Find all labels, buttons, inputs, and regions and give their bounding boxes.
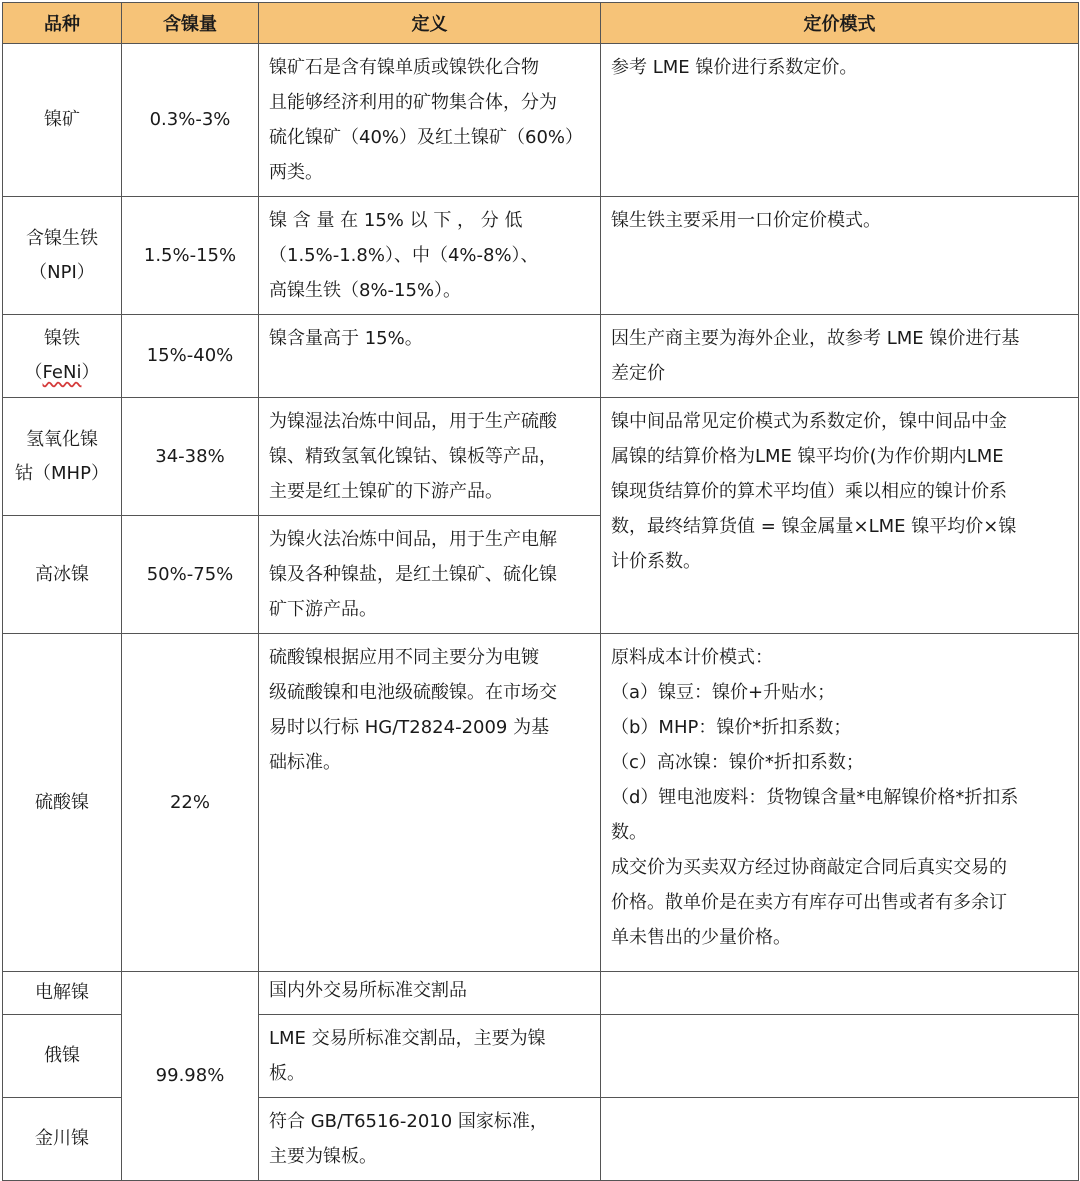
spellcheck-underline: FeNi bbox=[42, 362, 82, 383]
variety-cell: 高冰镍 bbox=[3, 516, 122, 634]
variety-cell: 金川镍 bbox=[3, 1098, 122, 1181]
pricing-cell: 参考 LME 镍价进行系数定价。 bbox=[601, 44, 1079, 197]
table-row bbox=[3, 634, 1079, 972]
definition-cell: 国内外交易所标准交割品 bbox=[259, 972, 601, 1015]
definition-cell: 镍含量高于 15%。 bbox=[259, 315, 601, 398]
header-pricing-model: 定价模式 bbox=[601, 3, 1079, 44]
pricing-cell: 镍生铁主要采用一口价定价模式。 bbox=[601, 197, 1079, 315]
definition-cell: 硫酸镍根据应用不同主要分为电镀 级硫酸镍和电池级硫酸镍。在市场交 易时以行标 HG/T2824-2009 为基 础标准。 bbox=[259, 634, 601, 972]
pricing-cell-empty bbox=[601, 1098, 1079, 1181]
pricing-cell: 因生产商主要为海外企业，故参考 LME 镍价进行基 差定价 bbox=[601, 315, 1079, 398]
variety-cell: 镍矿 bbox=[3, 44, 122, 197]
definition-cell: 符合 GB/T6516-2010 国家标准， 主要为镍板。 bbox=[259, 1098, 601, 1181]
table-row bbox=[3, 315, 1079, 398]
table-row bbox=[3, 398, 1079, 516]
table-row bbox=[3, 197, 1079, 315]
pricing-cell-empty bbox=[601, 972, 1079, 1015]
pricing-cell: 原料成本计价模式： （a）镍豆：镍价+升贴水； （b）MHP：镍价*折扣系数； （c）高冰镍：镍价*折扣系数； （d）锂电池废料：货物镍含量*电解镍价格*折扣系 数。 成交价为买卖双方经过协商敲定合同后真实交易的 价格。散单价是在卖方有库存可出售或者有多余订 单未售出的少量价格。 bbox=[601, 634, 1079, 972]
nickel-products-table bbox=[2, 2, 1079, 1181]
variety-cell: 俄镍 bbox=[3, 1015, 122, 1098]
header-nickel-content: 含镍量 bbox=[122, 3, 259, 44]
header-definition: 定义 bbox=[259, 3, 601, 44]
variety-cell: 硫酸镍 bbox=[3, 634, 122, 972]
table-row bbox=[3, 44, 1079, 197]
variety-cell: 含镍生铁 （NPI） bbox=[3, 197, 122, 315]
definition-cell: LME 交易所标准交割品，主要为镍 板。 bbox=[259, 1015, 601, 1098]
definition-cell: 为镍火法冶炼中间品，用于生产电解 镍及各种镍盐，是红土镍矿、硫化镍 矿下游产品。 bbox=[259, 516, 601, 634]
variety-cell: 氢氧化镍 钴（MHP） bbox=[3, 398, 122, 516]
table-header-row bbox=[3, 3, 1079, 44]
variety-cell: 电解镍 bbox=[3, 972, 122, 1015]
variety-cell: 镍铁 （FeNi） bbox=[3, 315, 122, 398]
definition-cell: 为镍湿法冶炼中间品，用于生产硫酸 镍、精致氢氧化镍钴、镍板等产品， 主要是红土镍矿的下游产品。 bbox=[259, 398, 601, 516]
pricing-cell-empty bbox=[601, 1015, 1079, 1098]
content-cell: 34-38% bbox=[122, 398, 259, 516]
content-cell: 0.3%-3% bbox=[122, 44, 259, 197]
definition-cell: 镍 含 量 在 15% 以 下 ， 分 低 （1.5%-1.8%）、中（4%-8%）、 高镍生铁（8%-15%）。 bbox=[259, 197, 601, 315]
content-cell: 22% bbox=[122, 634, 259, 972]
table-row bbox=[3, 972, 1079, 1015]
header-variety: 品种 bbox=[3, 3, 122, 44]
content-cell: 1.5%-15% bbox=[122, 197, 259, 315]
content-cell: 50%-75% bbox=[122, 516, 259, 634]
content-cell: 15%-40% bbox=[122, 315, 259, 398]
content-cell-refined: 99.98% bbox=[122, 972, 259, 1181]
definition-cell: 镍矿石是含有镍单质或镍铁化合物 且能够经济利用的矿物集合体，分为 硫化镍矿（40%）及红土镍矿（60%） 两类。 bbox=[259, 44, 601, 197]
pricing-cell-intermediates: 镍中间品常见定价模式为系数定价，镍中间品中金 属镍的结算价格为LME 镍平均价(为作价期内LME 镍现货结算价的算术平均值）乘以相应的镍计价系 数，最终结算货值 = 镍金属量×LME 镍平均价×镍 计价系数。 bbox=[601, 398, 1079, 634]
